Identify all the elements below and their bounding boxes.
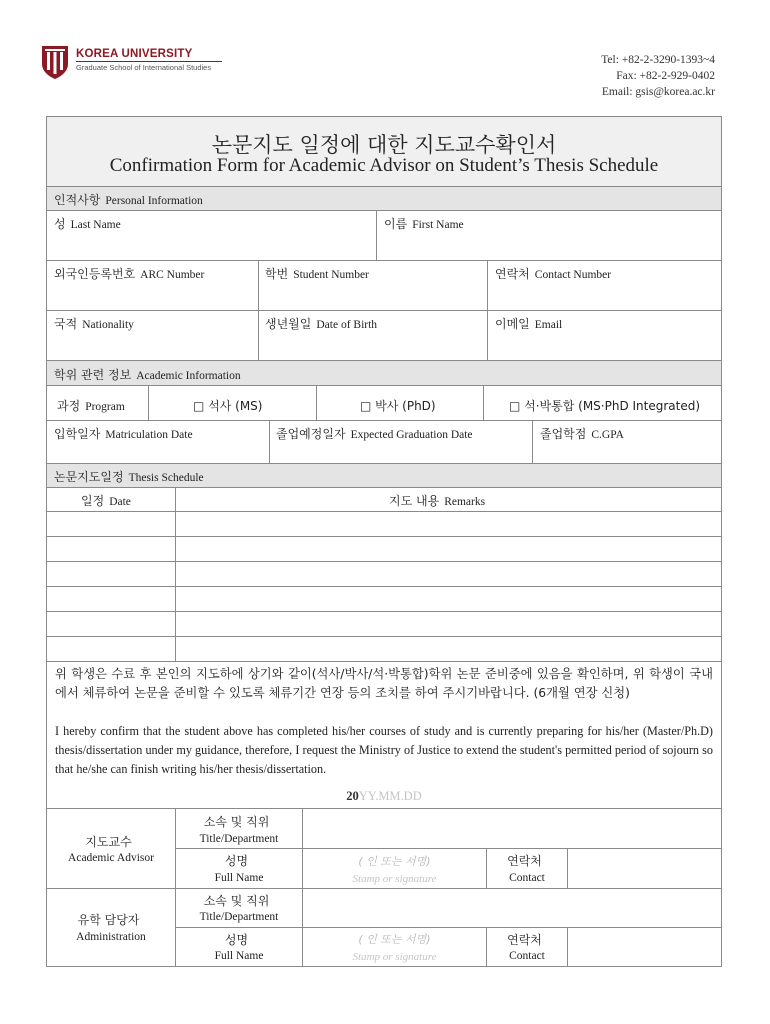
nationality-field[interactable] bbox=[47, 329, 258, 360]
contact-number-label: 연락처 Contact Number bbox=[495, 267, 612, 281]
advisor-stamp-hint-english: Stamp or signature bbox=[352, 873, 437, 885]
korea-university-shield-icon bbox=[40, 44, 70, 80]
email-label: 이메일 Email bbox=[495, 317, 563, 331]
advisor-name-label-korean: 성명 bbox=[224, 854, 249, 868]
tel-text: Tel: +82-2-3290-1393~4 bbox=[601, 54, 715, 66]
admin-stamp-hint-english: Stamp or signature bbox=[352, 951, 437, 963]
schedule-remarks-header: 지도 내용 Remarks bbox=[389, 494, 486, 508]
admin-department-field[interactable] bbox=[303, 889, 721, 927]
logo-underline bbox=[76, 61, 222, 62]
first-name-label: 이름 First Name bbox=[384, 217, 464, 231]
expected-graduation-field[interactable] bbox=[270, 439, 532, 463]
advisor-stamp-hint-korean: ( 인 또는 서명) bbox=[358, 855, 431, 868]
date-line[interactable]: 20YY.MM.DD bbox=[346, 789, 422, 803]
date-of-birth-label: 생년월일 Date of Birth bbox=[265, 317, 378, 331]
last-name-field[interactable] bbox=[47, 228, 376, 260]
admin-role-korean: 유학 담당자 bbox=[77, 913, 140, 927]
last-name-label: 성 Last Name bbox=[54, 217, 121, 231]
academic-section-title: 학위 관련 정보 Academic Information bbox=[54, 368, 241, 382]
confirmation-form bbox=[46, 116, 722, 967]
statement-english: I hereby confirm that the student above has completed his/her courses of study and is currently preparing for his/her (Master/Ph.D) thesis/dissertation under my guidance, therefore, I request the Ministry of Justice to extend the student's permitted period of sojourn so that he/she can finish writing his/her thesis/dissertation. bbox=[55, 724, 713, 776]
arc-number-field[interactable] bbox=[47, 279, 258, 310]
fax-text: Fax: +82-2-929-0402 bbox=[616, 70, 715, 82]
student-number-field[interactable] bbox=[259, 279, 487, 310]
date-of-birth-field[interactable] bbox=[259, 329, 487, 360]
schedule-row[interactable] bbox=[47, 612, 721, 636]
email-text: Email: gsis@korea.ac.kr bbox=[601, 86, 715, 98]
personal-section-title: 인적사항 Personal Information bbox=[54, 193, 203, 207]
school-name: Graduate School of International Studies bbox=[76, 63, 212, 72]
matriculation-date-field[interactable] bbox=[47, 439, 269, 463]
advisor-contact-label-korean: 연락처 bbox=[507, 854, 542, 868]
advisor-dept-label-korean: 소속 및 직위 bbox=[203, 815, 270, 829]
admin-dept-label-korean: 소속 및 직위 bbox=[203, 894, 270, 908]
admin-stamp-hint-korean: ( 인 또는 서명) bbox=[358, 933, 431, 946]
advisor-role-korean: 지도교수 bbox=[85, 835, 132, 849]
university-name: KOREA UNIVERSITY bbox=[76, 48, 193, 60]
schedule-section-title: 논문지도일정 Thesis Schedule bbox=[54, 470, 204, 484]
gpa-label: 졸업학점 C.GPA bbox=[540, 427, 624, 441]
program-option-ms[interactable]: □ 석사 (MS) bbox=[193, 399, 263, 413]
advisor-contact-field[interactable] bbox=[568, 849, 721, 888]
email-field[interactable] bbox=[488, 329, 721, 360]
form-title-korean: 논문지도 일정에 대한 지도교수확인서 bbox=[211, 133, 557, 157]
contact-info bbox=[601, 52, 715, 100]
schedule-row[interactable] bbox=[47, 537, 721, 561]
advisor-department-field[interactable] bbox=[303, 809, 721, 848]
admin-role-english: Administration bbox=[76, 931, 146, 943]
program-option-integrated[interactable]: □ 석·박통합 (MS·PhD Integrated) bbox=[509, 399, 701, 413]
advisor-role-english: Academic Advisor bbox=[68, 852, 154, 864]
schedule-date-header: 일정 Date bbox=[81, 494, 131, 508]
program-option-phd[interactable]: □ 박사 (PhD) bbox=[360, 399, 436, 413]
admin-name-label-korean: 성명 bbox=[224, 933, 249, 947]
advisor-contact-label-english: Contact bbox=[509, 872, 545, 884]
schedule-row[interactable] bbox=[47, 587, 721, 611]
matriculation-date-label: 입학일자 Matriculation Date bbox=[54, 427, 193, 441]
admin-contact-field[interactable] bbox=[568, 928, 721, 966]
korea-university-logo bbox=[40, 44, 240, 84]
first-name-field[interactable] bbox=[377, 228, 721, 260]
admin-contact-label-korean: 연락처 bbox=[507, 933, 542, 947]
admin-contact-label-english: Contact bbox=[509, 950, 545, 962]
advisor-dept-label-english: Title/Department bbox=[199, 833, 279, 845]
admin-name-label-english: Full Name bbox=[214, 950, 264, 962]
program-label: 과정 Program bbox=[57, 399, 125, 413]
statement-korean: 위 학생은 수료 후 본인의 지도하에 상기와 같이(석사/박사/석·박통합)학위 논문 준비중에 있음을 확인하며, 위 학생이 국내에서 체류하여 논문을 준비할 수 있도록 체류기간 연장 등의 조치를 하여 주시기바랍니다. (6개월 연장 신청) bbox=[55, 667, 713, 700]
contact-number-field[interactable] bbox=[488, 279, 721, 310]
arc-number-label: 외국인등록번호 ARC Number bbox=[54, 267, 205, 281]
admin-dept-label-english: Title/Department bbox=[199, 911, 279, 923]
schedule-row[interactable] bbox=[47, 562, 721, 586]
nationality-label: 국적 Nationality bbox=[54, 317, 134, 331]
schedule-row[interactable] bbox=[47, 512, 721, 536]
schedule-row[interactable] bbox=[47, 637, 721, 661]
form-title-english: Confirmation Form for Academic Advisor on Student’s Thesis Schedule bbox=[109, 155, 659, 176]
expected-graduation-label: 졸업예정일자 Expected Graduation Date bbox=[276, 427, 473, 441]
student-number-label: 학번 Student Number bbox=[265, 267, 369, 281]
advisor-name-label-english: Full Name bbox=[214, 872, 264, 884]
gpa-field[interactable] bbox=[533, 439, 721, 463]
